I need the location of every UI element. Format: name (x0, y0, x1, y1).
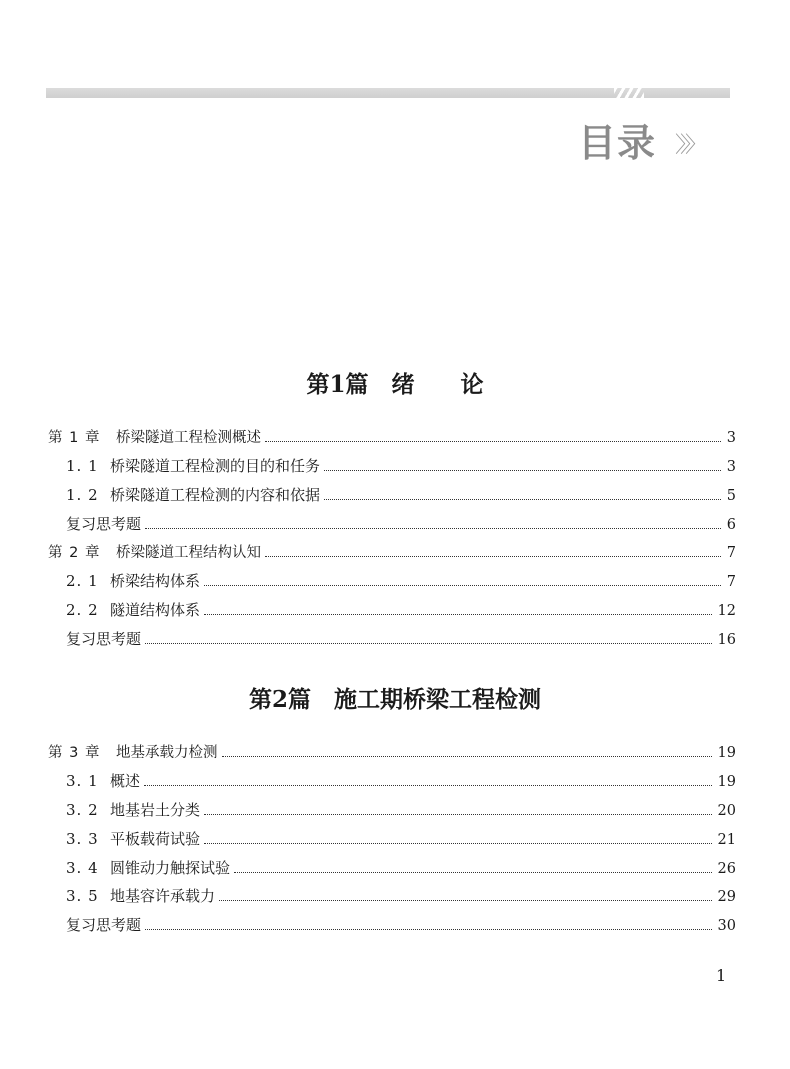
toc-entry-title: 复习思考题 (66, 515, 142, 533)
chevron-right-icon: 〉〉〉 (675, 133, 702, 158)
toc-entry-number: 3. 3 (66, 830, 99, 848)
dot-leader (204, 614, 712, 615)
toc-heading: 目录 (578, 121, 657, 165)
dot-leader (222, 756, 712, 757)
toc-entry-chapter-3[interactable] (48, 741, 736, 767)
header-stripes-decoration (614, 88, 644, 98)
toc-entry-section[interactable] (66, 857, 736, 883)
toc-entry-section[interactable] (66, 828, 736, 854)
dot-leader (204, 814, 712, 815)
toc-entry-title: 桥梁隧道工程结构认知 (116, 545, 261, 561)
toc-entry-page: 30 (717, 918, 736, 934)
toc-entry-number: 第 2 章 (48, 545, 101, 561)
dot-leader (204, 585, 721, 586)
toc-entry-number: 2. 1 (66, 572, 99, 590)
toc-entry-title: 地基承载力检测 (116, 745, 218, 761)
toc-entry-title: 地基容许承载力 (110, 887, 216, 905)
toc-entry-number: 3. 4 (66, 859, 99, 877)
dot-leader (265, 556, 721, 557)
toc-entry-page: 5 (726, 488, 736, 504)
toc-entry-section[interactable] (66, 770, 736, 796)
toc-entry-section[interactable] (66, 799, 736, 825)
toc-entry-page: 6 (726, 517, 736, 533)
toc-entry-review[interactable] (66, 513, 736, 539)
dot-leader (145, 528, 721, 529)
dot-leader (234, 872, 712, 873)
dot-leader (324, 499, 721, 500)
toc-entry-section[interactable] (66, 885, 736, 911)
toc-entry-number: 第 1 章 (48, 430, 101, 446)
toc-entry-page: 19 (717, 774, 736, 790)
toc-entry-title: 隧道结构体系 (110, 601, 201, 619)
toc-entry-page: 3 (726, 459, 736, 475)
toc-entry-title: 桥梁隧道工程检测的目的和任务 (110, 457, 321, 475)
toc-entry-review[interactable] (66, 628, 736, 654)
toc-entry-title: 桥梁隧道工程检测的内容和依据 (110, 486, 321, 504)
toc-entry-section[interactable] (66, 599, 736, 625)
toc-entry-page: 3 (726, 430, 736, 446)
toc-entry-page: 21 (717, 832, 736, 848)
toc-entry-chapter-2[interactable] (48, 541, 736, 567)
toc-entry-number: 3. 1 (66, 772, 99, 790)
dot-leader (219, 900, 712, 901)
toc-entry-page: 29 (717, 889, 736, 905)
toc-entry-page: 7 (726, 545, 736, 561)
part-title-1: 第1篇 绪 论 (306, 371, 484, 398)
page-number: 1 (716, 966, 727, 985)
dot-leader (145, 643, 712, 644)
part-title-2: 第2篇 施工期桥梁工程检测 (248, 686, 541, 713)
toc-entry-number: 3. 2 (66, 801, 99, 819)
dot-leader (145, 929, 712, 930)
toc-entry-title: 概述 (110, 772, 141, 790)
dot-leader (204, 843, 712, 844)
toc-entry-title: 桥梁结构体系 (110, 572, 201, 590)
toc-entry-section[interactable] (66, 455, 736, 481)
toc-entry-title: 圆锥动力触探试验 (110, 859, 231, 877)
toc-entry-title: 复习思考题 (66, 916, 142, 934)
toc-entry-number: 1. 2 (66, 486, 99, 504)
toc-entry-page: 7 (726, 574, 736, 590)
toc-entry-page: 19 (717, 745, 736, 761)
toc-entry-title: 复习思考题 (66, 630, 142, 648)
dot-leader (144, 785, 712, 786)
toc-entry-title: 桥梁隧道工程检测概述 (116, 430, 261, 446)
toc-entry-number: 第 3 章 (48, 745, 101, 761)
toc-entry-page: 12 (717, 603, 736, 619)
toc-entry-page: 26 (717, 861, 736, 877)
toc-entry-title: 平板载荷试验 (110, 830, 201, 848)
toc-entry-title: 地基岩土分类 (110, 801, 201, 819)
toc-entry-page: 20 (717, 803, 736, 819)
toc-entry-number: 3. 5 (66, 887, 99, 905)
dot-leader (324, 470, 721, 471)
toc-entry-section[interactable] (66, 570, 736, 596)
toc-entry-number: 1. 1 (66, 457, 99, 475)
toc-entry-chapter-1[interactable] (48, 426, 736, 452)
toc-entry-section[interactable] (66, 484, 736, 510)
toc-entry-review[interactable] (66, 914, 736, 940)
toc-entry-page: 16 (717, 632, 736, 648)
toc-entry-number: 2. 2 (66, 601, 99, 619)
dot-leader (265, 441, 721, 442)
